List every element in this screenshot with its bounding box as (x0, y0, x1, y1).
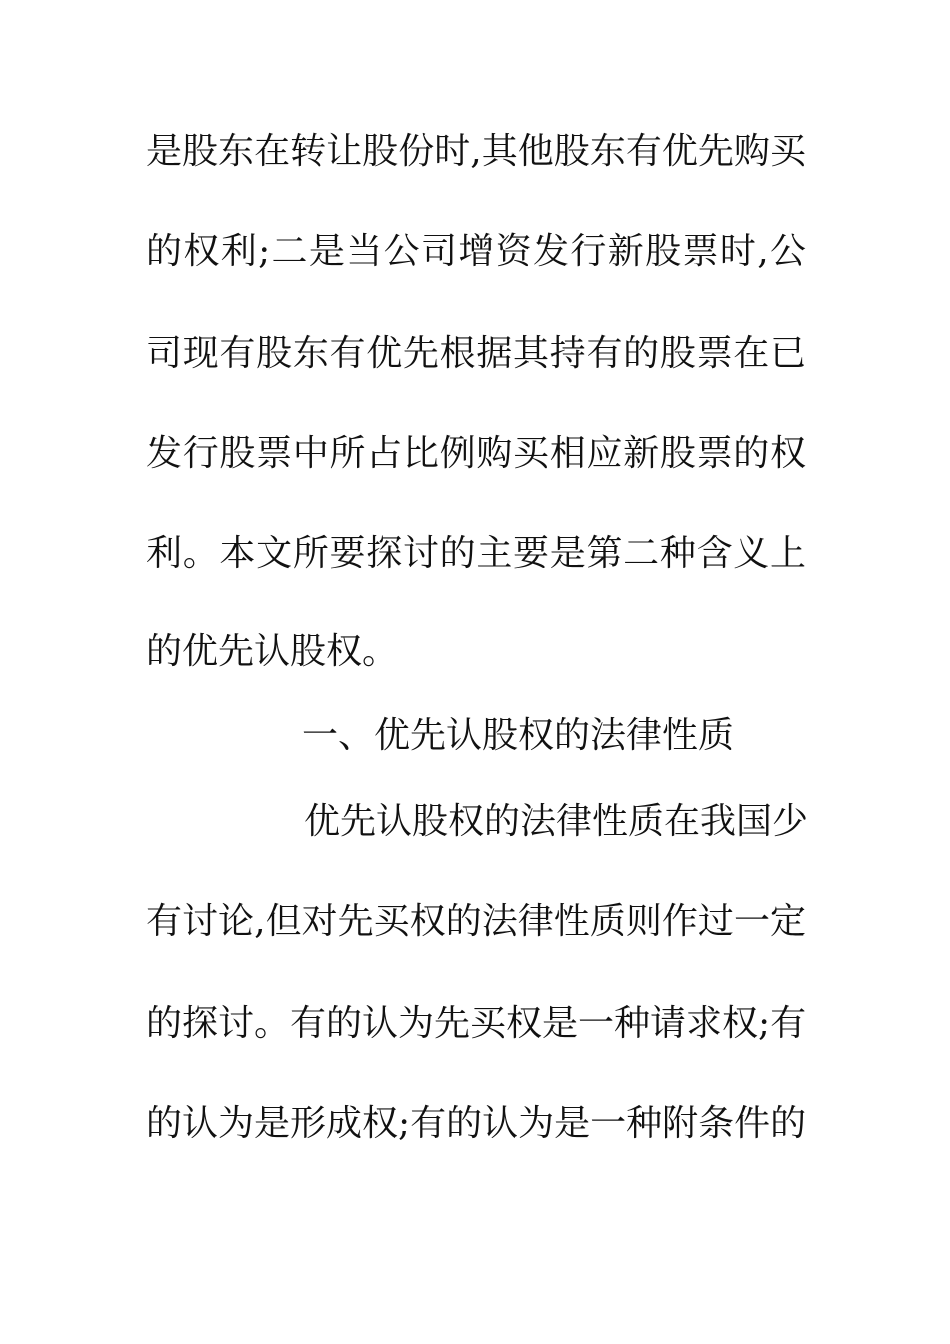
paragraph-1-line-6: 的优先认股权。 (146, 631, 399, 672)
paragraph-1-line-4: 发行股票中所占比例购买相应新股票的权 (146, 433, 806, 474)
section-heading: 一、优先认股权的法律性质 (302, 715, 735, 756)
paragraph-1-line-3: 司现有股东有优先根据其持有的股票在已 (146, 333, 806, 374)
paragraph-1-line-1: 是股东在转让股份时,其他股东有优先购买 (146, 131, 806, 172)
paragraph-1-line-2: 的权利;二是当公司增资发行新股票时,公 (146, 231, 806, 272)
paragraph-2-line-3: 的探讨。有的认为先买权是一种请求权;有 (146, 1003, 807, 1044)
paragraph-2-line-1: 优先认股权的法律性质在我国少 (304, 801, 809, 842)
paragraph-1-line-5: 利。本文所要探讨的主要是第二种含义上 (146, 533, 806, 574)
paragraph-2-line-2: 有讨论,但对先买权的法律性质则作过一定 (146, 901, 806, 942)
paragraph-2-line-4: 的认为是形成权;有的认为是一种附条件的 (146, 1103, 807, 1144)
